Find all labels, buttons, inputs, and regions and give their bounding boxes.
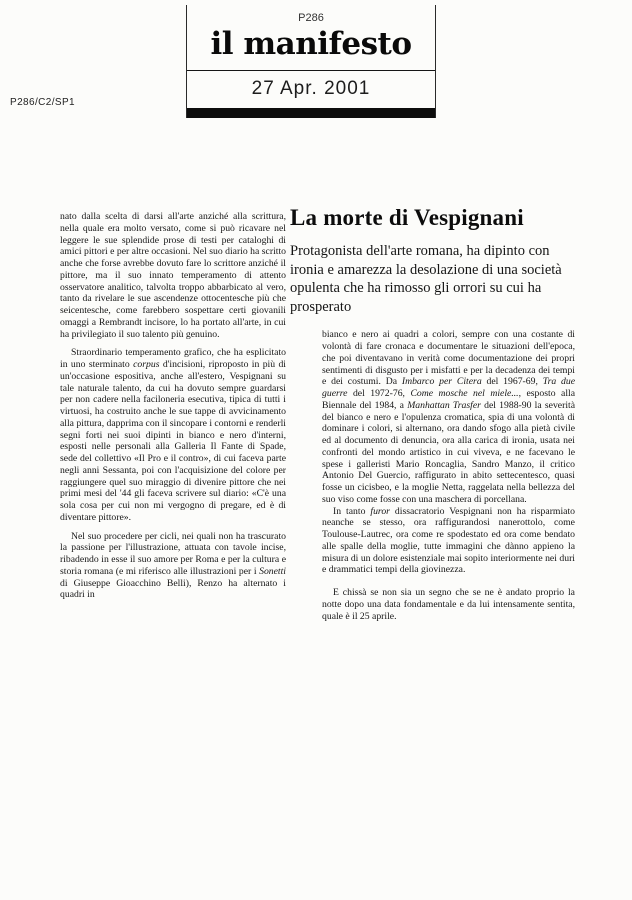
article-paragraph: Straordinario temperamento grafico, che ha esplicitato in uno sterminato corpus d'incisioni, riproposto in più di un'occasione espositiva, anche all'estero, Vespignani su tale naturale talento, da cui ha dovuto sempre guardarsi per non cadere nella faciloneria esecutiva, tipica di tutti i virtuosi, ha costruito anche le sue tappe di avvicinamento alla pittura, dapprima con il sincopare i contorni e renderli segni forti nei suoi dipinti in bianco e nero d'interni, esposti nelle personali alla Galleria Il Fante di Spade, sede del collettivo «Il Pro e il contro», di cui faceva parte negli anni Sessanta, poi con l'acquisizione del colore per raggiungere quel suo miraggio di divenire pittore che nei primi mesi del '44 gli faceva scrivere sul diario: «C'è una sola cosa per cui non mi vergogno di pregare, ed è di diventare pittore». [60, 347, 286, 523]
article-headline: La morte di Vespignani [290, 205, 524, 230]
article-paragraph: nato dalla scelta di darsi all'arte anziché alla scrittura, nella quale era molto versato, come si può ricavare nel leggere le sue splendide prose di testi per cataloghi di amici pittori e per altre occasioni. Nel suo diario ha scritto anche che forse avrebbe dovuto fare lo scrittore anziché il pittore, ma il suo innato temperamento di attento osservatore analitico, talvolta troppo abbarbicato al vero, tanto da rivelare le sue ascendenze ottocentesche più che seicentesche, come farebbero sospettare certi giovanili omaggi a Rembrandt incisore, lo ha portato all'arte, in cui ha privilegiato il suo talento più genuino. [60, 211, 286, 340]
clip-code-top: P286 [298, 12, 324, 24]
clip-date: 27 Apr. 2001 [251, 78, 371, 100]
clip-code-left: P286/C2/SP1 [10, 97, 75, 108]
article-paragraph: E chissà se non sia un segno che se ne è andato proprio la notte dopo una data fondamentale e da lui intensamente sentita, quale è il 25 aprile. [322, 587, 575, 622]
article-paragraph: Nel suo procedere per cicli, nei quali non ha trascurato la passione per l'illustrazione, attuata con tavole incise, ribadendo in esse il suo amore per Roma e per la cultura e storia romana (e mi riferisco alle illustrazioni per i Sonetti di Giuseppe Gioacchino Belli), Renzo ha alternato i quadri in [60, 530, 286, 601]
article-paragraph: bianco e nero ai quadri a colori, sempre con una costante di volontà di fare cronaca e documentare le situazioni dell'epoca, che poi diventavano in verità come documentazione dei propri sentimenti di disgusto per i misfatti e per la decadenza dei tempi e dei costumi. Da Imbarco per Citera del 1967-69, Tra due guerre del 1972-76, Come mosche nel miele..., esposto alla Biennale del 1984, a Manhattan Trasfer del 1988-90 la severità del bianco e nero e l'opulenza cromatica, spia di una volontà di dominare i colori, si alternano, ora dando sfogo alla pietà civile ed al documento di denuncia, ora alla carica di ironia, usata nei confronti del mondo artistico in cui viveva, e ne facevano le spese i galleristi Mario Roncaglia, Sandro Manzo, il critico Antonio Del Guercio, raffigurato in abito settecentesco, quasi fosse un cicisbeo, e la moglie Netta, raggelata nella bellezza del suo viso come fosse con una maschera di porcellana. [322, 329, 576, 505]
article-right-column [290, 205, 577, 622]
article-right-body [322, 329, 575, 622]
article-paragraph: In tanto furor dissacratorio Vespignani non ha risparmiato neanche se stesso, ora raffigurandosi nanerottolo, come Toulouse-Lautrec, ora come re spodestato ed ora come bendato alle spalle della moglie, tutte immagini che dànno appieno la misura di un dolore esistenziale mai sopito interiormente nei duri e drammatici tempi della giovinezza. [322, 505, 575, 576]
clip-header [186, 5, 436, 118]
article-subtitle: Protagonista dell'arte romana, ha dipinto con ironia e amarezza la desolazione di una società opulenta che ha rimosso gli orrori su cui ha prosperato [290, 243, 562, 315]
header-black-bar [187, 108, 435, 118]
masthead-logo: il manifesto [210, 26, 412, 62]
article-left-column [60, 211, 286, 601]
